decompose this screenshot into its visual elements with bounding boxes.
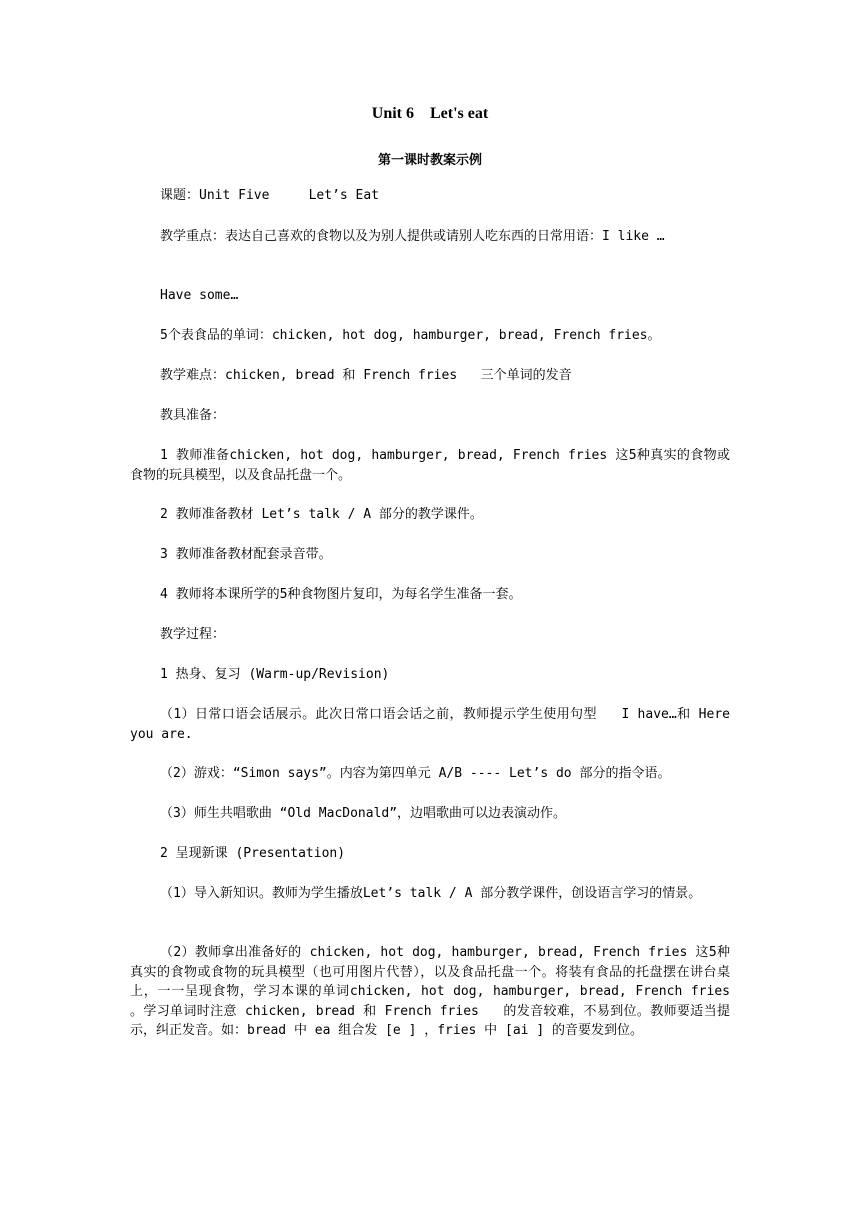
materials-heading: 教具准备： bbox=[160, 408, 226, 423]
presentation-heading: 2 呈现新课 (Presentation) bbox=[160, 846, 346, 861]
warmup-step-1: （1）日常口语会话展示。此次日常口语会话之前，教师提示学生使用句型 I have…和 Here you are. bbox=[130, 707, 738, 742]
material-item-4: 4 教师将本课所学的5种食物图片复印，为每名学生准备一套。 bbox=[160, 587, 522, 602]
material-item-3: 3 教师准备教材配套录音带。 bbox=[160, 547, 332, 562]
document-subtitle: 第一课时教案示例 bbox=[377, 153, 482, 168]
material-item-2: 2 教师准备教材 Let’s talk / A 部分的教学课件。 bbox=[160, 507, 483, 522]
presentation-step-1: （1）导入新知识。教师为学生播放Let’s talk / A 部分教学课件，创设语言学习的情景。 bbox=[160, 886, 702, 901]
food-words-paragraph: 5个表食品的单词：chicken, hot dog, hamburger, bread, French fries。 bbox=[160, 328, 661, 343]
presentation-step-2: （2）教师拿出准备好的 chicken, hot dog, hamburger, bread, French fries 这5种真实的食物或食物的玩具模型（也可用图片代替），以及食品托盘一个。将装有食品的托盘摆在讲台桌上，一一呈现食物，学习本课的单词chicken, hot dog, hamburger, bread, French fries 。学习单词时注意 chicken, bread 和 French fries 的发音较难，不易到位。教师要适当提示，纠正发音。如：bread 中 ea 组合发 [e ] ，fries 中 [ai ] 的音要发到位。 bbox=[130, 945, 738, 1038]
warmup-step-3: （3）师生共唱歌曲 “Old MacDonald”，边唱歌曲可以边表演动作。 bbox=[160, 806, 567, 821]
material-item-1: 1 教师准备chicken, hot dog, hamburger, bread, French fries 这5种真实的食物或食物的玩具模型，以及食品托盘一个。 bbox=[130, 448, 730, 483]
key-points-paragraph: 教学重点：表达自己喜欢的食物以及为别人提供或请别人吃东西的日常用语：I like … bbox=[160, 229, 665, 244]
topic-paragraph: 课题：Unit Five Let’s Eat bbox=[160, 188, 380, 203]
process-heading: 教学过程： bbox=[160, 627, 226, 642]
document-title: Unit 6 Let's eat bbox=[371, 105, 489, 122]
warmup-step-2: （2）游戏：“Simon says”。内容为第四单元 A/B ---- Let’s do 部分的指令语。 bbox=[160, 766, 671, 781]
have-some-paragraph: Have some… bbox=[160, 288, 239, 303]
warmup-heading: 1 热身、复习 (Warm-up/Revision) bbox=[160, 667, 390, 682]
difficulties-paragraph: 教学难点：chicken, bread 和 French fries 三个单词的发音 bbox=[160, 368, 572, 383]
